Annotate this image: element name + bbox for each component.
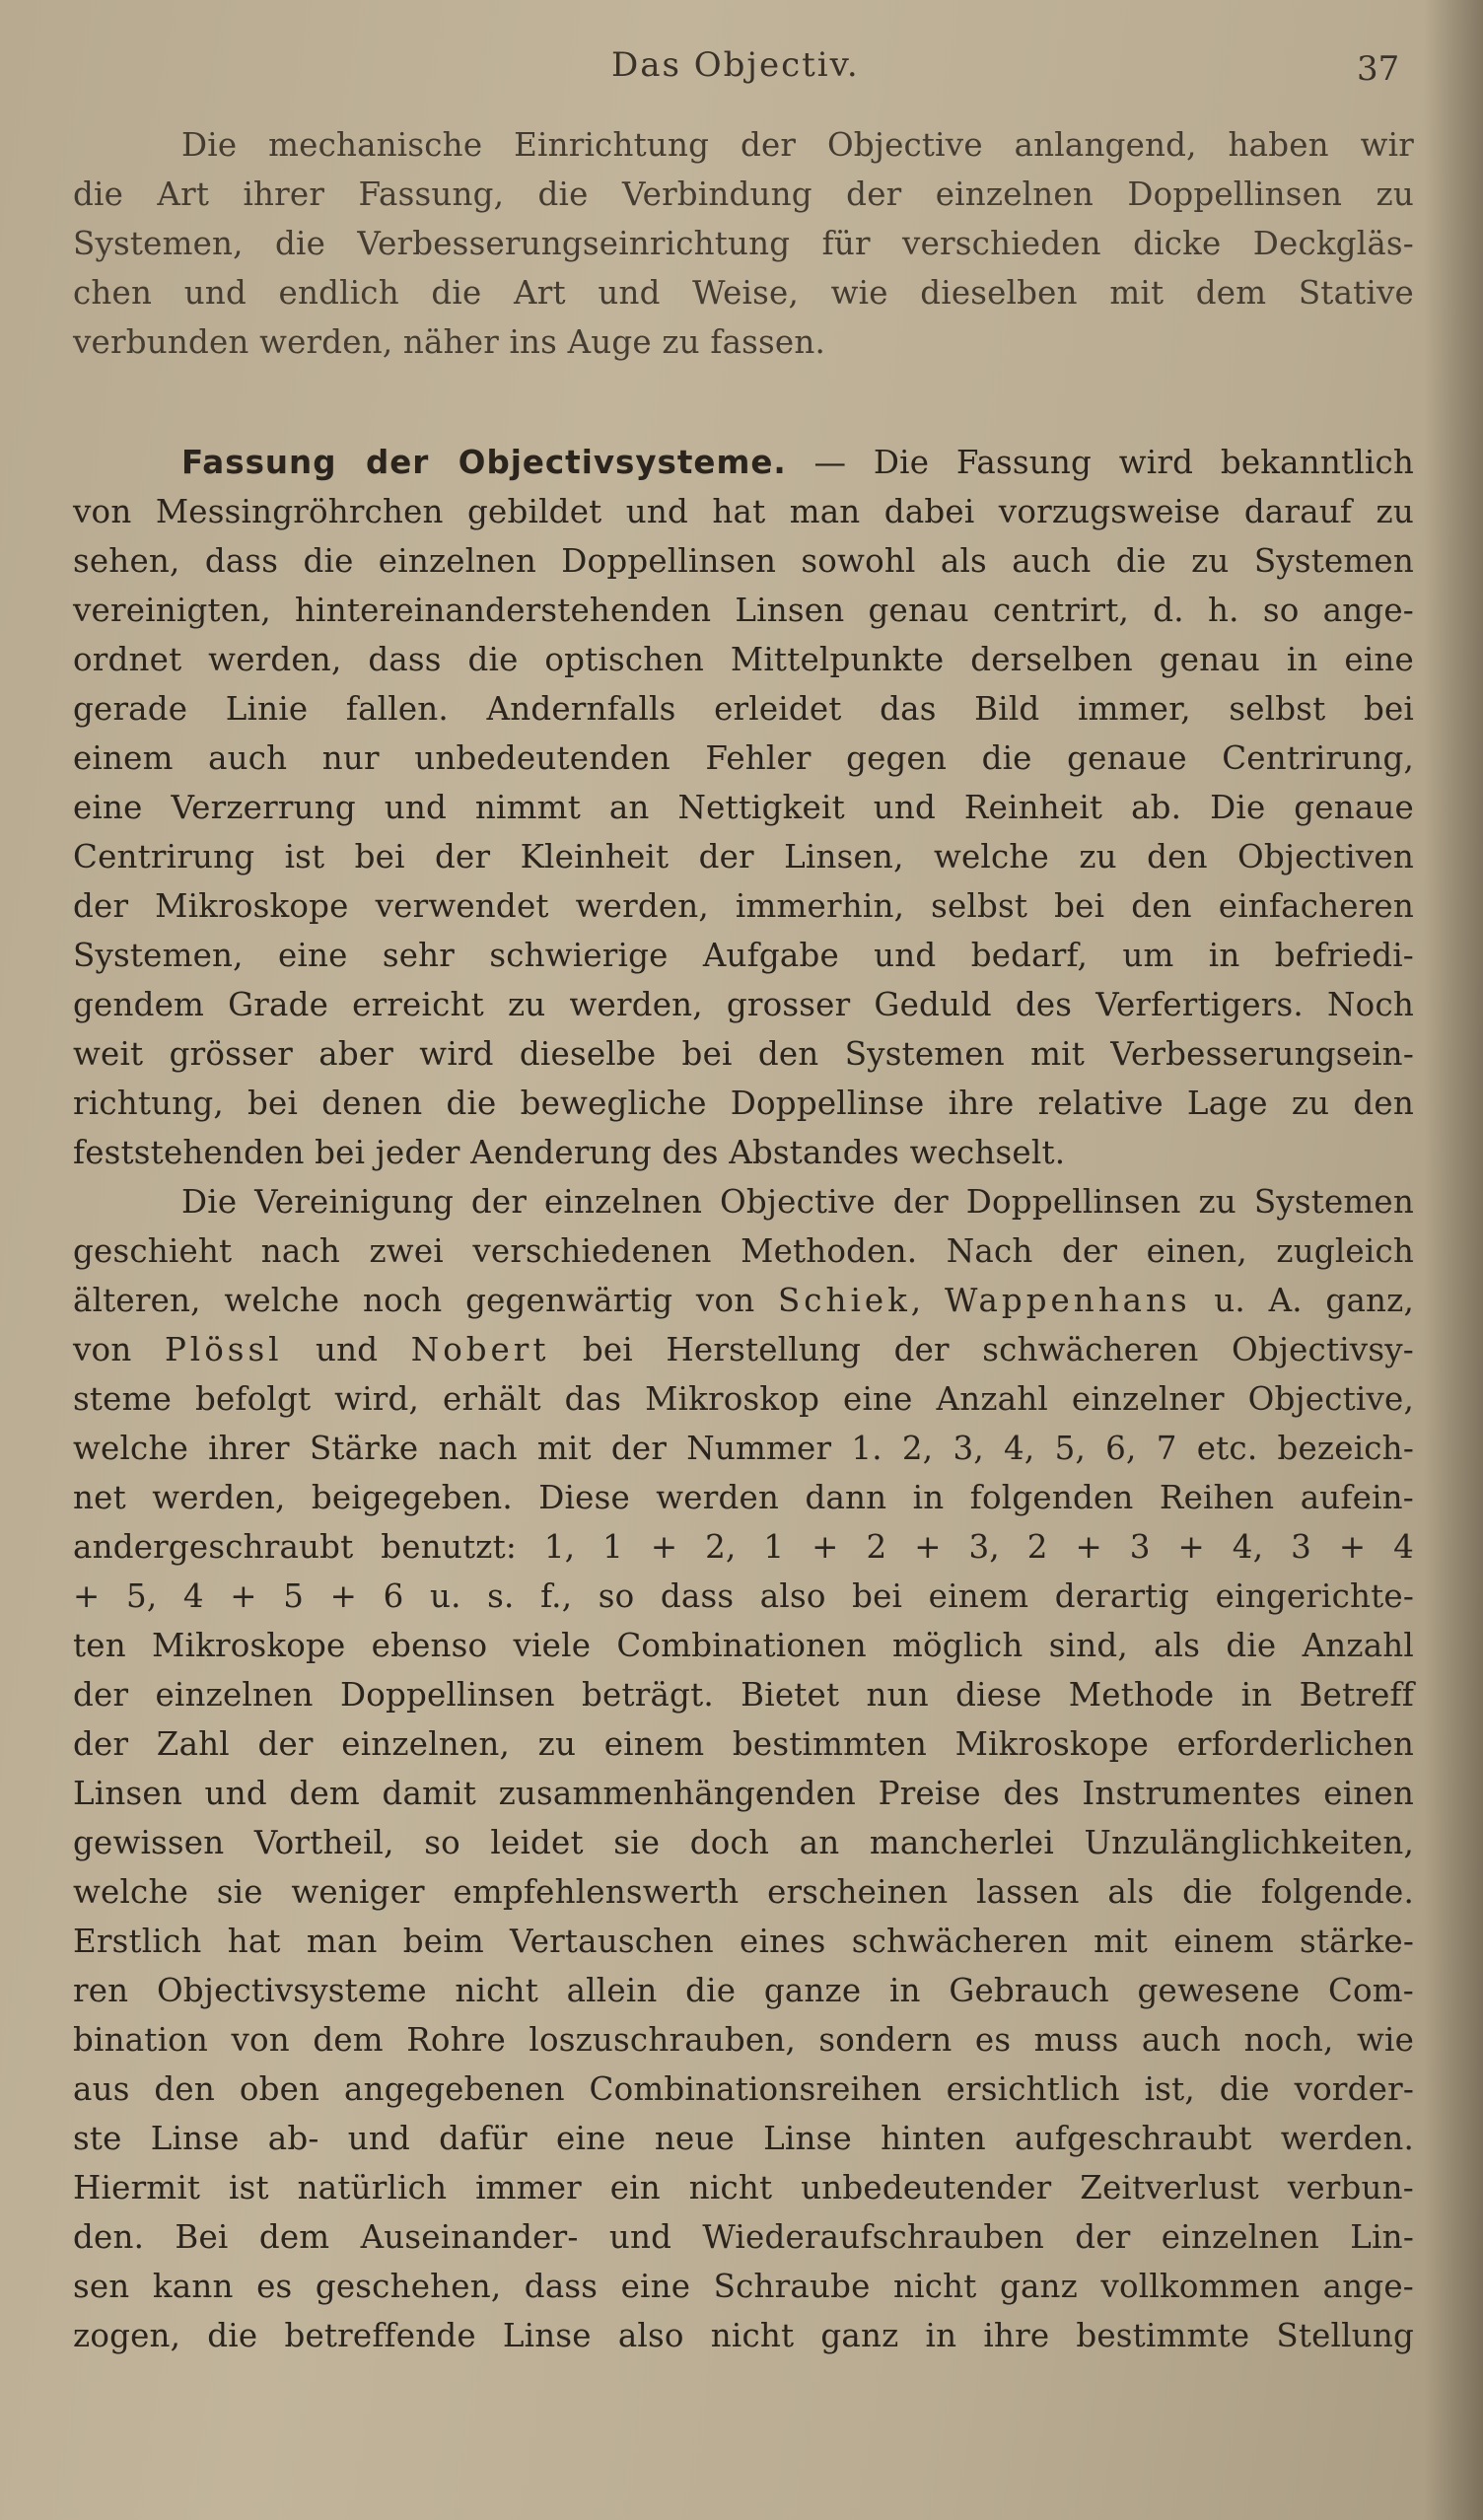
text-line: ste Linse ab- und dafür eine neue Linse hinten aufgeschraubt werden.	[73, 2120, 1414, 2157]
text-line	[73, 438, 1414, 487]
text-line: welche ihrer Stärke nach mit der Nummer 1. 2, 3, 4, 5, 6, 7 etc. bezeich-	[73, 1430, 1414, 1467]
heading-line-rest: — Die Fassung wird bekanntlich	[786, 444, 1414, 481]
paragraph-mechanical-setup	[73, 120, 1414, 367]
text-line: richtung, bei denen die bewegliche Doppellinse ihre relative Lage zu den	[73, 1085, 1414, 1122]
text-line: vereinigten, hintereinanderstehenden Linsen genau centrirt, d. h. so ange-	[73, 592, 1414, 629]
name-ploessl: Plössl	[164, 1331, 283, 1368]
name-wappenhans: Wappenhans	[944, 1282, 1191, 1319]
paragraph-vereinigung	[73, 1177, 1414, 2360]
paragraph-fassung	[73, 438, 1414, 1177]
text-line: sehen, dass die einzelnen Doppellinsen sowohl als auch die zu Systemen	[73, 542, 1414, 580]
text-line: welche sie weniger empfehlenswerth erscheinen lassen als die folgende.	[73, 1873, 1414, 1911]
text-line: Hiermit ist natürlich immer ein nicht unbedeutender Zeitverlust verbun-	[73, 2169, 1414, 2206]
text-run: ,	[910, 1282, 945, 1319]
text-line: andergeschraubt benutzt: 1, 1 + 2, 1 + 2 + 3, 2 + 3 + 4, 3 + 4	[73, 1528, 1414, 1566]
page-number: 37	[1357, 49, 1400, 89]
text-line: den. Bei dem Auseinander- und Wiederaufschrauben der einzelnen Lin-	[73, 2218, 1414, 2256]
text-run: bei Herstellung der schwächeren Objectivsy-	[549, 1331, 1414, 1368]
page-edge-shadow	[1424, 0, 1483, 2520]
text-line: aus den oben angegebenen Combinationsreihen ersichtlich ist, die vorder-	[73, 2070, 1414, 2108]
text-line: Linsen und dem damit zusammenhängenden Preise des Instrumentes einen	[73, 1775, 1414, 1812]
text-line: Systemen, die Verbesserungseinrichtung für verschieden dicke Deckgläs-	[73, 225, 1414, 262]
text-line: Die mechanische Einrichtung der Objective anlangend, haben wir	[181, 126, 1414, 164]
text-line: chen und endlich die Art und Weise, wie dieselben mit dem Stative	[73, 274, 1414, 312]
name-nobert: Nobert	[410, 1331, 550, 1368]
text-line: die Art ihrer Fassung, die Verbindung der einzelnen Doppellinsen zu	[73, 175, 1414, 213]
text-line: zogen, die betreffende Linse also nicht ganz in ihre bestimmte Stellung	[73, 2317, 1414, 2354]
running-title: Das Objectiv.	[611, 45, 860, 85]
text-line: + 5, 4 + 5 + 6 u. s. f., so dass also bei einem derartig eingerichte-	[73, 1577, 1414, 1615]
text-line: der Zahl der einzelnen, zu einem bestimmten Mikroskope erforderlichen	[73, 1725, 1414, 1763]
text-line: ordnet werden, dass die optischen Mittelpunkte derselben genau in eine	[73, 641, 1414, 678]
text-line: der einzelnen Doppellinsen beträgt. Bietet nun diese Methode in Betreff	[73, 1676, 1414, 1714]
paragraph-gap	[73, 367, 1414, 438]
text-line: eine Verzerrung und nimmt an Nettigkeit und Reinheit ab. Die genaue	[73, 789, 1414, 826]
text-line: gerade Linie fallen. Andernfalls erleidet das Bild immer, selbst bei	[73, 690, 1414, 728]
text-line: der Mikroskope verwendet werden, immerhin, selbst bei den einfacheren	[73, 887, 1414, 925]
text-line: Centrirung ist bei der Kleinheit der Linsen, welche zu den Objectiven	[73, 838, 1414, 875]
text-run: und	[282, 1331, 411, 1368]
text-run: älteren, welche noch gegenwärtig von	[73, 1282, 779, 1319]
text-line: bination von dem Rohre loszuschrauben, sondern es muss auch noch, wie	[73, 2021, 1414, 2059]
text-line: von Messingröhrchen gebildet und hat man dabei vorzugsweise darauf zu	[73, 493, 1414, 530]
text-line: steme befolgt wird, erhält das Mikroskop eine Anzahl einzelner Objective,	[73, 1380, 1414, 1418]
text-line: Erstlich hat man beim Vertauschen eines schwächeren mit einem stärke-	[73, 1923, 1414, 1960]
text-line: gendem Grade erreicht zu werden, grosser Geduld des Verfertigers. Noch	[73, 986, 1414, 1023]
text-line: gewissen Vortheil, so leidet sie doch an mancherlei Unzulänglichkeiten,	[73, 1824, 1414, 1861]
text-run: u. A. ganz,	[1190, 1282, 1415, 1319]
text-line: net werden, beigegeben. Diese werden dann in folgenden Reihen aufein-	[73, 1479, 1414, 1516]
text-line: geschieht nach zwei verschiedenen Methoden. Nach der einen, zugleich	[73, 1232, 1414, 1270]
name-schiek: Schiek	[778, 1282, 911, 1319]
body-text	[73, 120, 1414, 2360]
text-line: einem auch nur unbedeutenden Fehler gegen die genaue Centrirung,	[73, 739, 1414, 777]
text-line: ten Mikroskope ebenso viele Combinationen möglich sind, als die Anzahl	[73, 1627, 1414, 1664]
text-line: feststehenden bei jeder Aenderung des Abstandes wechselt.	[73, 1134, 1066, 1171]
page-header	[0, 45, 1483, 105]
text-run: von	[73, 1331, 165, 1368]
text-line: Systemen, eine sehr schwierige Aufgabe und bedarf, um in befriedi-	[73, 937, 1414, 974]
section-heading: Fassung der Objectivsysteme.	[181, 444, 787, 481]
text-line: weit grösser aber wird dieselbe bei den Systemen mit Verbesserungsein-	[73, 1035, 1414, 1073]
text-line	[73, 1276, 1414, 1325]
text-line: ren Objectivsysteme nicht allein die ganze in Gebrauch gewesene Com-	[73, 1972, 1414, 2009]
text-line: Die Vereinigung der einzelnen Objective der Doppellinsen zu Systemen	[181, 1183, 1414, 1221]
text-line	[73, 1325, 1414, 1374]
text-line: verbunden werden, näher ins Auge zu fassen.	[73, 323, 826, 361]
text-line: sen kann es geschehen, dass eine Schraube nicht ganz vollkommen ange-	[73, 2268, 1414, 2305]
